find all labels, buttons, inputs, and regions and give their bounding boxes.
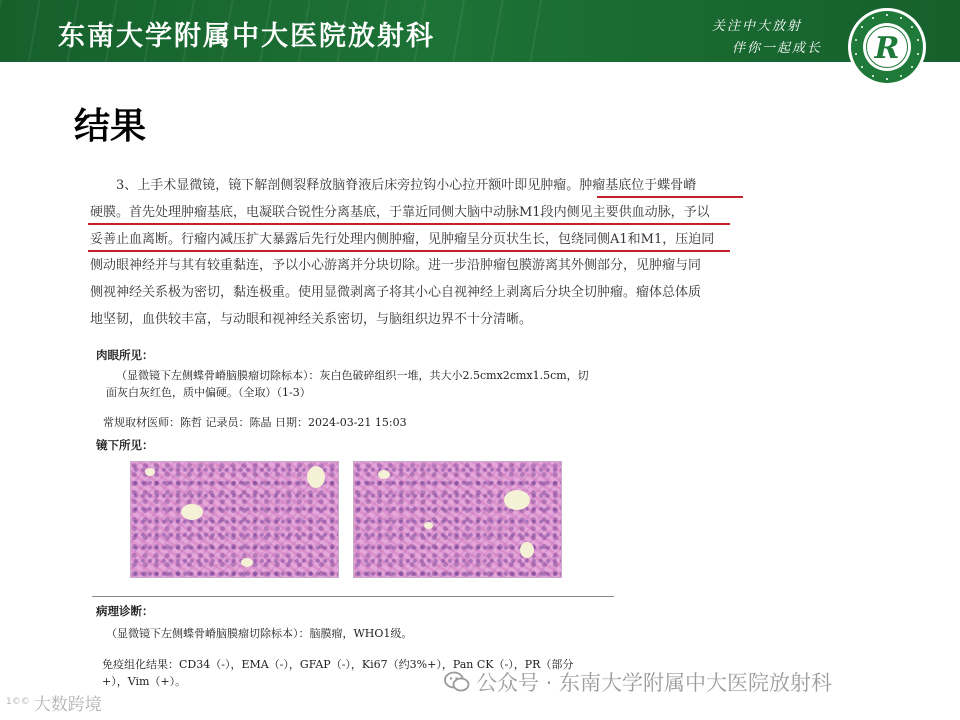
logo-letter: R bbox=[874, 31, 900, 66]
sampling-record: 常规取材医师：陈哲 记录员：陈晶 日期：2024-03-21 15:03 bbox=[103, 416, 407, 429]
header-banner bbox=[0, 0, 960, 62]
paragraph-line-5: 侧视神经关系极为密切，黏连极重。使用显微剥离子将其小心自视神经上剥离后分块全切肿瘤。瘤体总体质 bbox=[90, 285, 702, 301]
corner-watermark bbox=[6, 690, 102, 715]
immuno-line-1: 免疫组化结果：CD34（-），EMA（-），GFAP（-），Ki67（约3%+），Pan CK（-），PR（部分 bbox=[102, 658, 574, 671]
emphasis-underline bbox=[88, 250, 730, 252]
microscopic-findings-label: 镜下所见： bbox=[96, 438, 154, 452]
gross-findings-text bbox=[106, 367, 616, 401]
paragraph-line-4: 侧动眼神经并与其有较重黏连，予以小心游离并分块切除。进一步沿肿瘤包膜游离其外侧部分，见肿瘤与同 bbox=[90, 258, 702, 274]
divider-line bbox=[92, 596, 614, 597]
pathology-diagnosis-label: 病理诊断： bbox=[96, 604, 154, 618]
corner-watermark-sub: 1©© bbox=[6, 697, 30, 707]
corner-watermark-text: 大数跨境 bbox=[33, 695, 102, 715]
wechat-icon bbox=[444, 671, 470, 693]
emphasis-underline bbox=[88, 223, 730, 225]
header-title: 东南大学附属中大医院放射科 bbox=[58, 21, 435, 52]
emphasis-underline bbox=[597, 196, 743, 198]
wechat-watermark bbox=[444, 667, 832, 697]
hospital-logo bbox=[846, 6, 928, 88]
gross-line-1: （显微镜下左侧蝶骨嵴脑膜瘤切除标本）：灰白色破碎组织一堆，共大小2.5cmx2cmx1.5cm，切 bbox=[116, 369, 589, 382]
section-heading: 结果 bbox=[74, 106, 147, 147]
gross-findings-label: 肉眼所见： bbox=[96, 348, 154, 362]
histology-image-2 bbox=[353, 461, 562, 578]
paragraph-line-1: 3、上手术显微镜，镜下解剖侧裂释放脑脊液后床旁拉钩小心拉开额叶即见肿瘤。肿瘤基底位于蝶骨嵴 bbox=[116, 178, 697, 193]
gross-line-2: 面灰白灰红色，质中偏硬。（全取）（1-3） bbox=[106, 386, 311, 399]
paragraph-line-3: 妥善止血离断。行瘤内减压扩大暴露后先行处理内侧肿瘤，见肿瘤呈分页状生长，包绕同侧A1和M1，压迫同 bbox=[90, 231, 715, 247]
immuno-line-2: +），Vim（+）。 bbox=[102, 675, 187, 688]
slogan-line-1: 关注中大放射 bbox=[712, 19, 803, 34]
wechat-watermark-text: 公众号 · 东南大学附属中大医院放射科 bbox=[476, 671, 833, 695]
paragraph-line-2: 硬膜。首先处理肿瘤基底，电凝联合锐性分离基底，于靠近同侧大脑中动脉M1段内侧见主要供血动脉，予以 bbox=[90, 204, 710, 220]
paragraph-line-6: 地坚韧，血供较丰富，与动眼和视神经关系密切，与脑组织边界不十分清晰。 bbox=[90, 311, 533, 327]
pathology-diagnosis-text: （显微镜下左侧蝶骨嵴脑膜瘤切除标本）：脑膜瘤，WHO1级。 bbox=[106, 627, 413, 640]
histology-image-1 bbox=[130, 461, 339, 578]
slogan-line-2: 伴你一起成长 bbox=[732, 41, 823, 56]
